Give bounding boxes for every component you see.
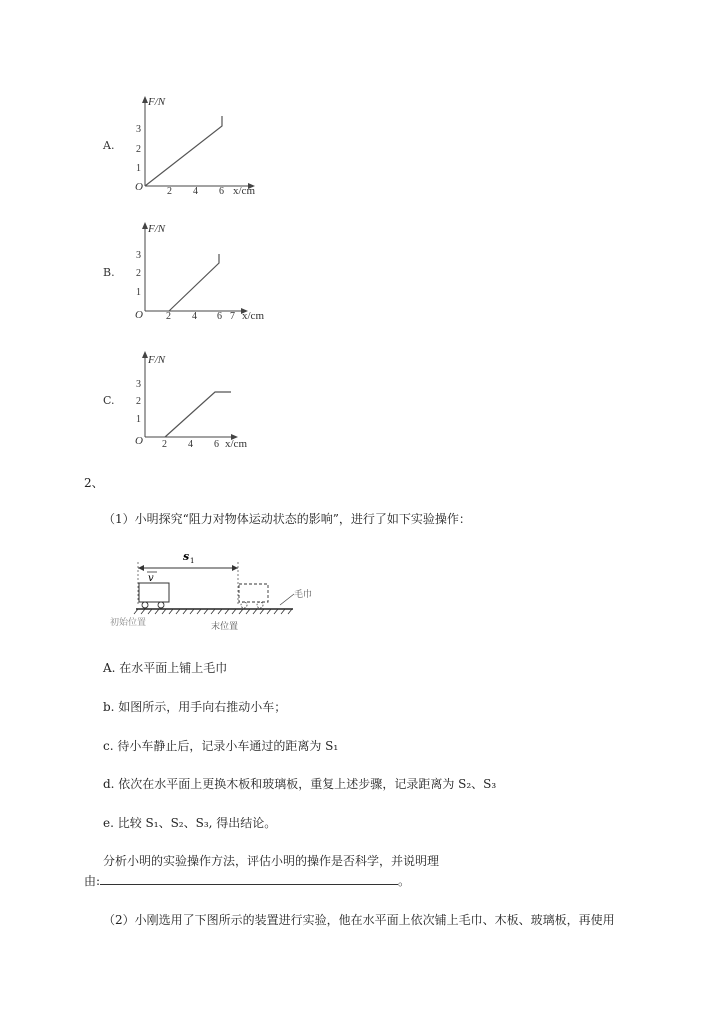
- step-d: d. 依次在水平面上更换木板和玻璃板，重复上述步骤，记录距离为 S₂、S₃: [103, 777, 497, 791]
- x-tick: 2: [166, 311, 171, 322]
- x-tick: 6: [214, 439, 219, 450]
- y-tick: 1: [136, 414, 141, 425]
- y-tick: 1: [136, 287, 141, 298]
- answer-blank: [100, 873, 398, 885]
- option-b-label: B.: [103, 266, 115, 279]
- x-axis-label: x/cm: [242, 310, 264, 322]
- x-axis-label: x/cm: [233, 185, 255, 197]
- force-line: [145, 116, 222, 186]
- distance-subscript: 1: [190, 557, 195, 565]
- distance-label: s: [183, 550, 190, 563]
- x-tick: 4: [188, 439, 193, 450]
- x-tick: 4: [192, 311, 197, 322]
- y-tick: 3: [136, 124, 141, 135]
- y-axis-label: F/N: [148, 354, 166, 366]
- y-axis-label: F/N: [148, 96, 166, 108]
- y-tick: 2: [136, 268, 141, 279]
- part2-text: （2）小刚选用了下图所示的装置进行实验，他在水平面上依次铺上毛巾、木板、玻璃板，再使用: [103, 913, 615, 927]
- question-line-2: [84, 873, 410, 889]
- question-line-1: 分析小明的实验操作方法，评估小明的操作是否科学，并说明理: [103, 854, 440, 868]
- step-c: c. 待小车静止后，记录小车通过的距离为 S₁: [103, 739, 339, 753]
- x-tick: 6: [217, 311, 222, 322]
- x-axis-label: x/cm: [225, 438, 247, 450]
- y-tick: 3: [136, 379, 141, 390]
- cart-experiment-figure: [108, 548, 328, 638]
- y-axis-label: F/N: [148, 223, 166, 235]
- force-line: [165, 392, 231, 437]
- step-b: b. 如图所示，用手向右推动小车；: [103, 700, 287, 714]
- cart-initial: [139, 583, 169, 602]
- force-line: [169, 254, 219, 311]
- option-b-graph: [125, 218, 275, 328]
- step-a: A. 在水平面上铺上毛巾: [103, 661, 228, 675]
- option-c-graph: [125, 346, 275, 456]
- velocity-label: v: [148, 573, 154, 584]
- start-position-label: 初始位置: [110, 618, 147, 628]
- y-tick: 1: [136, 163, 141, 174]
- x-tick: 2: [162, 439, 167, 450]
- x-tick: 4: [193, 186, 198, 197]
- y-tick: 3: [136, 250, 141, 261]
- option-a-label: A.: [103, 139, 115, 152]
- x-tick: 6: [219, 186, 224, 197]
- y-tick: 2: [136, 144, 141, 155]
- part1-intro: （1）小明探究“阻力对物体运动状态的影响”，进行了如下实验操作：: [103, 512, 471, 526]
- question-line-2-prefix: 由:: [84, 874, 101, 888]
- x-tick: 7: [230, 311, 235, 322]
- step-e: e. 比较 S₁、S₂、S₃, 得出结论。: [103, 816, 277, 830]
- x-tick: 2: [167, 186, 172, 197]
- question-number: 2、: [84, 476, 104, 490]
- option-a-graph: [125, 92, 275, 202]
- towel-label: 毛巾: [294, 590, 313, 600]
- origin-label: O: [135, 309, 143, 321]
- origin-label: O: [135, 435, 143, 447]
- end-position-label: 末位置: [211, 622, 239, 632]
- option-c-label: C.: [103, 394, 115, 407]
- cart-final: [239, 584, 268, 602]
- y-tick: 2: [136, 396, 141, 407]
- question-line-2-suffix: 。: [398, 874, 411, 888]
- origin-label: O: [135, 181, 143, 193]
